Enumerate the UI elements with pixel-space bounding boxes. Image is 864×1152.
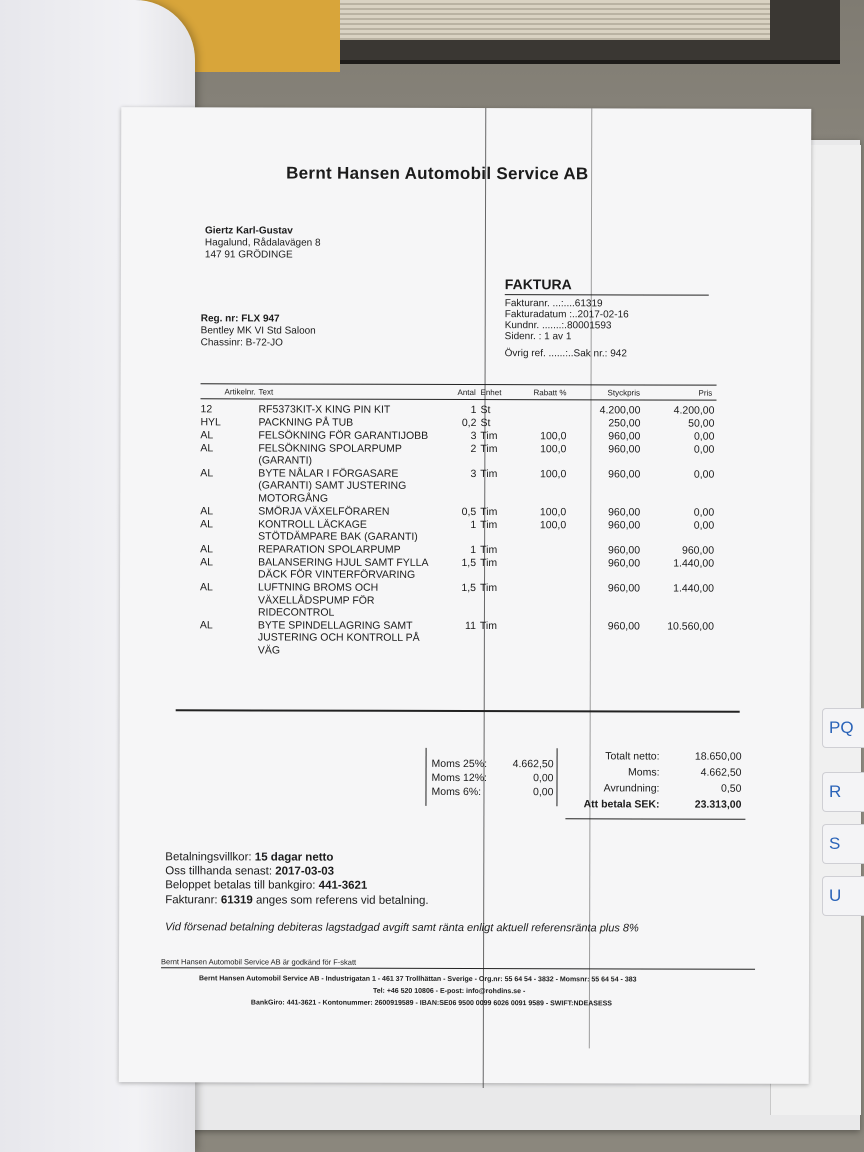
footer-contact: Tel: +46 520 10806 - E-post: info@rohdins.se -	[372, 987, 526, 996]
col-rabatt: Rabatt %	[533, 388, 567, 398]
terms-value: 15 dagar netto	[254, 851, 334, 864]
footer-rule	[161, 967, 755, 970]
item-quantity: 0,5	[461, 505, 477, 518]
item-quantity: 3	[470, 429, 477, 442]
ref-suffix: anges som referens vid betalning.	[255, 894, 429, 907]
item-text: VÄXELLÅDSPUMP FÖR	[257, 593, 375, 607]
item-price: 0,00	[693, 519, 715, 532]
item-text: STÖTDÄMPARE BAK (GARANTI)	[258, 530, 418, 543]
item-text: RF5373KIT-X KING PIN KIT	[258, 403, 391, 416]
col-text: Text	[258, 387, 274, 397]
item-article: AL	[200, 543, 213, 556]
item-discount: 100,0	[539, 505, 567, 518]
item-text: MOTORGÅNG	[258, 492, 329, 505]
moms-label: Moms 6%:	[431, 785, 482, 799]
item-discount: 100,0	[540, 442, 567, 455]
due-value: 2017-03-03	[275, 865, 335, 878]
other-reference: Övrig ref. ......:..Sak nr.: 942	[504, 348, 627, 360]
footer-address: Bernt Hansen Automobil Service AB - Industrigatan 1 - 461 37 Trollhättan - Sverige - Org.nr: 55 64 54 - 3832 - Momsnr: 55 64 54 - 383	[198, 975, 637, 984]
item-text: BALANSERING HJUL SAMT FYLLA	[258, 556, 429, 569]
item-unit-price: 960,00	[608, 430, 641, 443]
reg-number: Reg. nr: FLX 947	[200, 313, 280, 325]
bankgiro-value: 441-3621	[318, 879, 368, 892]
item-price: 0,00	[693, 443, 715, 456]
item-unit-price: 960,00	[608, 468, 641, 481]
due-label: Oss tillhanda senast:	[165, 865, 273, 878]
item-unit-price: 960,00	[607, 544, 641, 557]
item-text: PACKNING PÅ TUB	[258, 416, 354, 429]
page-number: Sidenr. : 1 av 1	[504, 331, 572, 343]
invoice-title: FAKTURA	[504, 276, 572, 293]
invoice-reference	[165, 894, 428, 907]
customer-name: Giertz Karl-Gustav	[204, 225, 293, 237]
item-text: (GARANTI)	[258, 454, 313, 467]
total-label: Moms:	[628, 766, 660, 779]
item-quantity: 0,2	[461, 416, 477, 429]
item-price: 50,00	[688, 417, 715, 430]
item-discount: 100,0	[540, 468, 567, 481]
item-article: HYL	[200, 416, 221, 429]
item-text: RIDECONTROL	[257, 606, 335, 619]
item-text: JUSTERING OCH KONTROLL PÅ	[257, 631, 420, 645]
item-text: DÄCK FÖR VINTERFÖRVARING	[258, 568, 416, 582]
item-unit: Tim	[480, 556, 498, 569]
item-unit: Tim	[480, 582, 498, 595]
moms-value: 0,00	[533, 772, 554, 785]
total-value: 0,50	[721, 782, 742, 795]
header-rule	[201, 398, 717, 400]
item-quantity: 11	[464, 619, 476, 632]
index-tab-r[interactable]: R	[822, 772, 864, 812]
divider	[505, 294, 709, 296]
item-text: VÄG	[257, 644, 281, 657]
ref-label: Fakturanr:	[165, 894, 218, 907]
item-unit: Tim	[479, 619, 498, 632]
item-text: FELSÖKNING SPOLARPUMP	[258, 442, 402, 455]
item-unit-price: 960,00	[608, 518, 641, 532]
item-unit-price: 960,00	[607, 557, 641, 570]
item-article: AL	[200, 504, 214, 518]
moms-label: Moms 25%:	[431, 757, 488, 771]
index-tab-s[interactable]: S	[822, 824, 864, 864]
late-payment-notice: Vid försenad betalning debiteras lagstadgad avgift samt ränta enligt aktuell referensränta plus 8%	[165, 921, 639, 935]
item-unit: Tim	[480, 468, 498, 481]
col-antal: Antal	[457, 387, 476, 398]
item-unit: Tim	[480, 518, 498, 531]
item-unit: St	[480, 404, 491, 417]
payment-terms	[165, 851, 333, 863]
total-value: 23.313,00	[694, 798, 742, 811]
ref-value: 61319	[220, 894, 253, 907]
item-quantity: 1	[470, 404, 477, 417]
index-tab-u[interactable]: U	[822, 876, 864, 916]
items-end-rule	[176, 709, 740, 712]
item-unit: St	[480, 416, 491, 429]
item-price: 4.200,00	[673, 404, 715, 417]
item-unit-price: 250,00	[608, 417, 641, 430]
item-text: REPARATION SPOLARPUMP	[258, 543, 401, 556]
item-price: 0,00	[693, 468, 715, 481]
customer-street: Hagalund, Rådalavägen 8	[204, 237, 321, 249]
total-label: Avrundning:	[603, 782, 660, 795]
item-article: AL	[200, 517, 214, 530]
item-quantity: 1,5	[461, 582, 477, 595]
item-quantity: 2	[470, 442, 477, 455]
item-price: 1.440,00	[673, 582, 715, 595]
item-article: 12	[200, 403, 213, 416]
index-tab-pq[interactable]: PQ	[822, 708, 864, 748]
company-name: Bernt Hansen Automobil Service AB	[286, 163, 589, 184]
item-discount: 100,0	[540, 429, 567, 443]
item-text: KONTROLL LÄCKAGE	[258, 518, 367, 531]
item-unit: Tim	[480, 543, 498, 556]
item-unit: Tim	[480, 429, 498, 442]
fold-line	[483, 108, 487, 1088]
item-discount: 100,0	[539, 518, 567, 531]
col-styckpris: Styckpris	[607, 388, 640, 398]
item-unit: Tim	[480, 505, 498, 518]
moms-value: 0,00	[533, 786, 554, 799]
bankgiro	[165, 879, 367, 892]
item-price: 10.560,00	[667, 620, 714, 633]
col-enhet: Enhet	[480, 388, 502, 398]
item-article: AL	[200, 441, 214, 455]
moms-box-right	[556, 748, 557, 806]
customer-city: 147 91 GRÖDINGE	[204, 249, 293, 261]
ftax-note: Bernt Hansen Automobil Service AB är godkänd för F-skatt	[161, 957, 357, 967]
invoice-page	[119, 107, 812, 1084]
customer-number: Kundnr. .......:.80001593	[504, 320, 612, 332]
bankgiro-label: Beloppet betalas till bankgiro:	[165, 879, 316, 892]
footer-bank: BankGiro: 441-3621 - Kontonummer: 2600919589 - IBAN:SE06 9500 0099 6026 0091 9589 - SWIFT:NDEASESS	[250, 999, 613, 1008]
item-article: AL	[200, 556, 213, 569]
item-text: BYTE SPINDELLAGRING SAMT	[257, 619, 413, 632]
moms-value: 4.662,50	[512, 758, 554, 771]
item-quantity: 1	[470, 518, 477, 531]
item-text: BYTE NÅLAR I FÖRGASARE	[258, 467, 399, 480]
chassis-number: Chassinr: B-72-JO	[200, 337, 283, 349]
item-unit-price: 960,00	[607, 620, 640, 633]
item-text: (GARANTI) SAMT JUSTERING	[258, 479, 407, 493]
fold-line	[589, 108, 592, 1048]
item-text: FELSÖKNING FÖR GARANTIJOBB	[258, 429, 429, 442]
item-price: 1.440,00	[673, 557, 715, 570]
item-price: 0,00	[693, 506, 715, 519]
total-value: 18.650,00	[694, 750, 742, 763]
item-article: AL	[199, 619, 213, 632]
due-date	[165, 865, 334, 877]
item-article: AL	[200, 581, 213, 594]
item-unit-price: 960,00	[608, 506, 641, 519]
item-quantity: 3	[470, 468, 477, 481]
totals-rule	[565, 818, 745, 819]
item-price: 0,00	[693, 430, 715, 443]
moms-box-left	[425, 748, 426, 806]
moms-label: Moms 12%:	[431, 771, 487, 785]
invoice-number: Fakturanr. ...:....61319	[504, 298, 603, 310]
vehicle-model: Bentley MK VI Std Saloon	[200, 325, 316, 337]
total-label: Totalt netto:	[605, 750, 660, 763]
item-article: AL	[200, 467, 214, 480]
item-text: LUFTNING BROMS OCH	[258, 581, 379, 594]
terms-label: Betalningsvillkor:	[165, 851, 252, 864]
col-artikelnr: Artikelnr.	[224, 387, 256, 397]
total-value: 4.662,50	[700, 766, 742, 779]
invoice-date: Fakturadatum :..2017-02-16	[504, 309, 629, 321]
item-quantity: 1	[470, 543, 477, 556]
item-text: SMÖRJA VÄXELFÖRAREN	[258, 505, 390, 518]
total-label: Att betala SEK:	[583, 798, 660, 811]
col-pris: Pris	[698, 388, 713, 398]
header-rule	[201, 383, 717, 385]
item-quantity: 1,5	[461, 556, 477, 569]
item-article: AL	[200, 429, 214, 442]
item-unit-price: 960,00	[608, 443, 641, 456]
item-unit-price: 960,00	[607, 582, 641, 595]
item-unit-price: 4.200,00	[599, 404, 641, 417]
item-unit: Tim	[480, 442, 498, 455]
item-price: 960,00	[681, 544, 715, 557]
